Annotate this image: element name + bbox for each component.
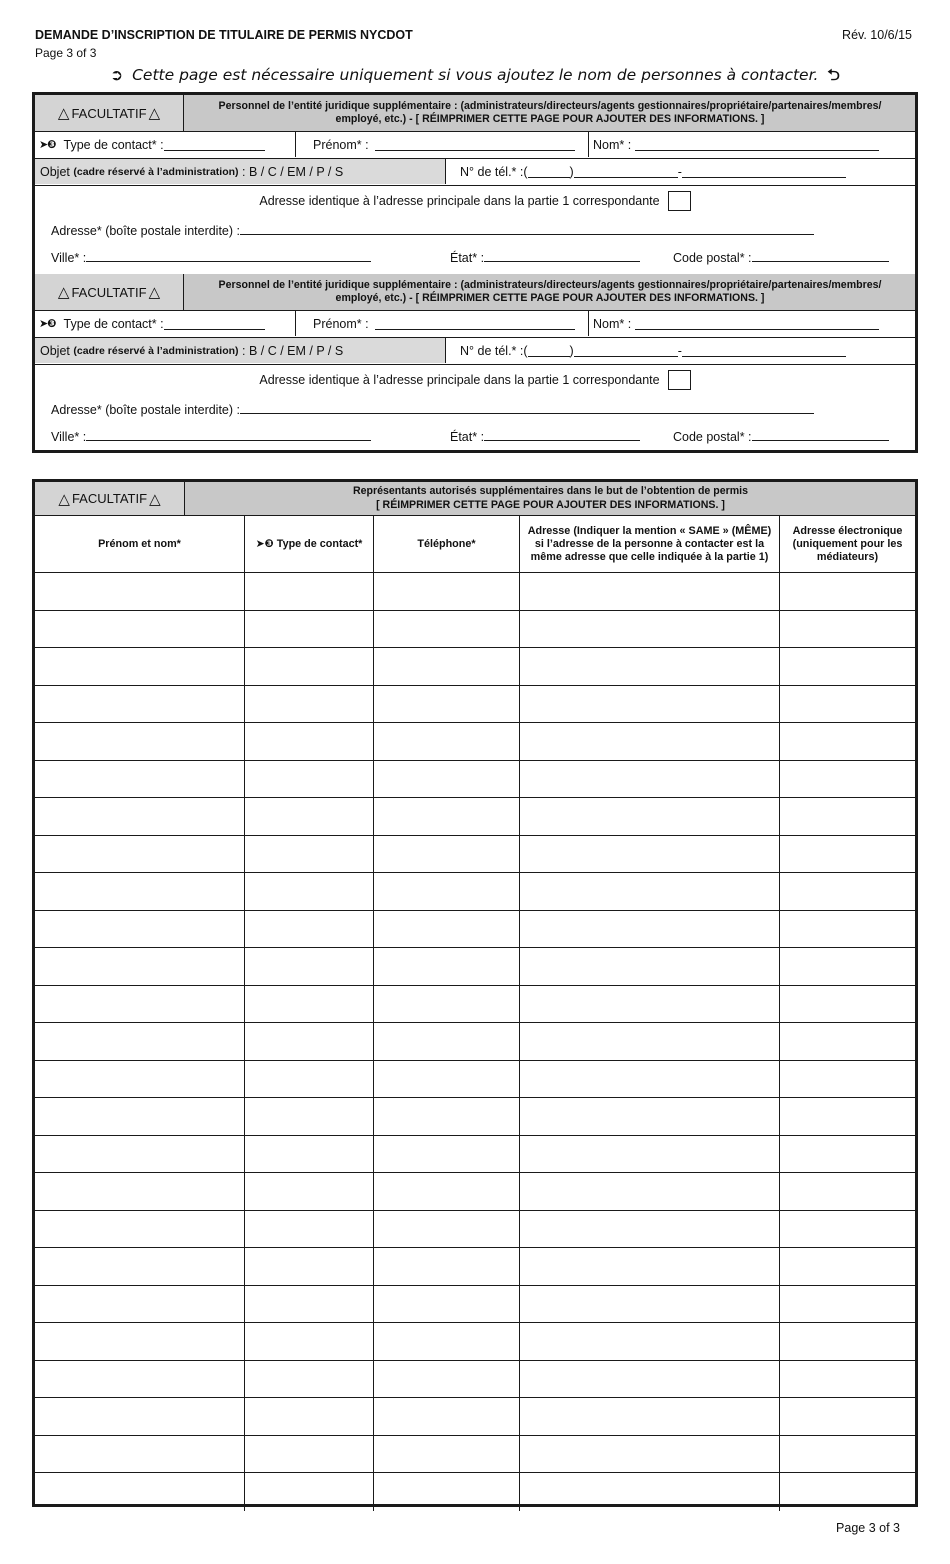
phone-paren: ): [569, 343, 574, 358]
cell-name-field[interactable]: [35, 1361, 245, 1398]
page-number-top: Page 3 of 3: [35, 46, 97, 60]
cell-contact-type-field[interactable]: [245, 1136, 374, 1173]
same-address-label: Adresse identique à l’adresse principale dans la partie 1 correspondante: [259, 373, 660, 387]
last-name-label: Nom* :: [593, 316, 632, 331]
cell-name-field[interactable]: [35, 686, 245, 723]
table-row: [35, 836, 915, 874]
cell-email-field[interactable]: [780, 1023, 915, 1060]
cell-address-field[interactable]: [520, 648, 780, 685]
phone-number-field[interactable]: [682, 165, 846, 178]
cell-email-field[interactable]: [780, 1136, 915, 1173]
phone-cell: [446, 159, 915, 184]
zip-label: Code postal* :: [673, 430, 752, 444]
address-line: [51, 222, 814, 238]
cell-contact-type-field[interactable]: [245, 1361, 374, 1398]
cell-contact-type-field[interactable]: [245, 1398, 374, 1435]
triangle-icon: △: [149, 490, 161, 508]
cell-address-field[interactable]: [520, 1211, 780, 1248]
arrow-return-icon: ⮌: [827, 66, 840, 84]
first-name-cell: [296, 311, 589, 336]
cell-address-field[interactable]: [520, 1023, 780, 1060]
contact-row: [35, 132, 915, 159]
table-row: [35, 1323, 915, 1361]
cell-name-field[interactable]: [35, 611, 245, 648]
cell-name-field[interactable]: [35, 1061, 245, 1098]
triangle-icon: △: [58, 490, 70, 508]
optional-tag: [35, 274, 184, 310]
phone-prefix-field[interactable]: [574, 344, 678, 357]
table-row: [35, 1248, 915, 1286]
phone-paren: ): [569, 164, 574, 179]
personnel-header: [35, 95, 915, 132]
cell-contact-type-field[interactable]: [245, 911, 374, 948]
cell-address-field[interactable]: [520, 836, 780, 873]
phone-dash: -: [677, 164, 682, 179]
cell-email-field[interactable]: [780, 611, 915, 648]
cell-address-field[interactable]: [520, 1248, 780, 1285]
cell-name-field[interactable]: [35, 761, 245, 798]
cell-name-field[interactable]: [35, 986, 245, 1023]
purpose-cell: [35, 159, 446, 184]
cell-name-field[interactable]: [35, 1398, 245, 1435]
same-address-label: Adresse identique à l’adresse principale dans la partie 1 correspondante: [259, 194, 660, 208]
cell-name-field[interactable]: [35, 1173, 245, 1210]
cell-name-field[interactable]: [35, 948, 245, 985]
table-row: [35, 1136, 915, 1174]
zip-label: Code postal* :: [673, 251, 752, 265]
cell-email-field[interactable]: [780, 1173, 915, 1210]
cell-name-field[interactable]: [35, 798, 245, 835]
zip-field[interactable]: [752, 428, 889, 441]
cell-contact-type-field[interactable]: [245, 986, 374, 1023]
cell-phone-field[interactable]: [374, 873, 520, 910]
city-line: [51, 428, 371, 444]
table-row: [35, 1361, 915, 1399]
table-row: [35, 723, 915, 761]
table-row: [35, 686, 915, 724]
address-label: Adresse* (boîte postale interdite) :: [51, 403, 240, 417]
representatives-description: [186, 482, 915, 515]
cell-email-field[interactable]: [780, 1286, 915, 1323]
bullet-3-icon: ➤❸: [39, 139, 56, 151]
optional-label: FACULTATIF: [71, 491, 148, 506]
state-line: [450, 428, 640, 444]
cell-name-field[interactable]: [35, 911, 245, 948]
state-label: État* :: [450, 251, 485, 265]
contact-type-label: Type de contact* :: [63, 137, 164, 152]
triangle-icon: △: [57, 284, 70, 301]
cell-address-field[interactable]: [520, 1061, 780, 1098]
table-row: [35, 1061, 915, 1099]
cell-email-field[interactable]: [780, 1211, 915, 1248]
cell-address-field[interactable]: [520, 1136, 780, 1173]
cell-email-field[interactable]: [780, 836, 915, 873]
contact-type-label: Type de contact* :: [63, 316, 164, 331]
cell-email-field[interactable]: [780, 986, 915, 1023]
table-row: [35, 1098, 915, 1136]
representatives-section: [32, 479, 918, 1507]
cell-contact-type-field[interactable]: [245, 1323, 374, 1360]
contact-type-field[interactable]: [164, 317, 265, 330]
contact-row: [35, 311, 915, 338]
cell-contact-type-field[interactable]: [245, 873, 374, 910]
cell-address-field[interactable]: [520, 1398, 780, 1435]
cell-phone-field[interactable]: [374, 1361, 520, 1398]
cell-email-field[interactable]: [780, 723, 915, 760]
cell-phone-field[interactable]: [374, 1023, 520, 1060]
cell-name-field[interactable]: [35, 573, 245, 610]
same-address-row: [35, 370, 915, 390]
cell-contact-type-field[interactable]: [245, 686, 374, 723]
table-row: [35, 1023, 915, 1061]
table-row: [35, 1436, 915, 1474]
cell-phone-field[interactable]: [374, 648, 520, 685]
cell-address-field[interactable]: [520, 1173, 780, 1210]
cell-email-field[interactable]: [780, 1398, 915, 1435]
table-row: [35, 798, 915, 836]
state-label: État* :: [450, 430, 485, 444]
first-name-cell: [296, 132, 589, 157]
cell-contact-type-field[interactable]: [245, 1173, 374, 1210]
same-address-checkbox[interactable]: [668, 370, 691, 390]
cell-name-field[interactable]: [35, 1098, 245, 1135]
city-label: Ville* :: [51, 251, 87, 265]
last-name-field[interactable]: [635, 317, 879, 330]
zip-field[interactable]: [752, 249, 889, 262]
last-name-field[interactable]: [635, 138, 879, 151]
city-field[interactable]: [86, 428, 371, 441]
cell-email-field[interactable]: [780, 798, 915, 835]
table-row: [35, 911, 915, 949]
cell-email-field[interactable]: [780, 1061, 915, 1098]
cell-phone-field[interactable]: [374, 611, 520, 648]
table-row: [35, 1398, 915, 1436]
first-name-field[interactable]: [375, 317, 575, 330]
cell-contact-type-field[interactable]: [245, 836, 374, 873]
optional-label: FACULTATIF: [71, 105, 147, 121]
phone-area-field[interactable]: [528, 344, 570, 357]
cell-address-field[interactable]: [520, 573, 780, 610]
cell-address-field[interactable]: [520, 1286, 780, 1323]
cell-email-field[interactable]: [780, 1361, 915, 1398]
cell-contact-type-field[interactable]: [245, 1286, 374, 1323]
cell-contact-type-field[interactable]: [245, 1211, 374, 1248]
cell-phone-field[interactable]: [374, 798, 520, 835]
cell-phone-field[interactable]: [374, 1323, 520, 1360]
contact-type-cell: [35, 132, 296, 157]
cell-phone-field[interactable]: [374, 1473, 520, 1511]
table-row: [35, 573, 915, 611]
personnel-description: Personnel de l’entité juridique supplémentaire : (administrateurs/directeurs/agents gestionnaires/propriétaire/partenaires/membres/ employé, etc.) - [ RÉIMPRIMER CETTE PAGE POUR AJOUTER DES INFORMATIONS. ]: [218, 278, 882, 304]
purpose-admin-note: (cadre réservé à l’administration): [73, 344, 239, 357]
cell-address-field[interactable]: [520, 911, 780, 948]
representatives-header: [35, 482, 915, 516]
page-number-bottom: Page 3 of 3: [836, 1521, 900, 1535]
optional-label: FACULTATIF: [71, 284, 147, 300]
address-label: Adresse* (boîte postale interdite) :: [51, 224, 240, 238]
last-name-label: Nom* :: [593, 137, 632, 152]
form-title: DEMANDE D’INSCRIPTION DE TITULAIRE DE PERMIS NYCDOT: [35, 28, 413, 42]
bullet-3-icon: ➤❸: [39, 318, 56, 330]
cell-contact-type-field[interactable]: [245, 723, 374, 760]
cell-phone-field[interactable]: [374, 1061, 520, 1098]
table-row: [35, 1173, 915, 1211]
zip-line: [673, 249, 889, 265]
purpose-admin-note: (cadre réservé à l’administration): [73, 165, 239, 178]
cell-contact-type-field[interactable]: [245, 1023, 374, 1060]
phone-number-field[interactable]: [682, 344, 846, 357]
cell-address-field[interactable]: [520, 1473, 780, 1511]
optional-tag: [35, 482, 185, 515]
cell-address-field[interactable]: [520, 798, 780, 835]
purpose-label: Objet: [40, 343, 70, 358]
state-field[interactable]: [484, 249, 640, 262]
cell-phone-field[interactable]: [374, 986, 520, 1023]
table-row: [35, 1286, 915, 1324]
phone-area-field[interactable]: [528, 165, 570, 178]
cell-contact-type-field[interactable]: [245, 948, 374, 985]
cell-phone-field[interactable]: [374, 836, 520, 873]
cell-email-field[interactable]: [780, 1323, 915, 1360]
zip-line: [673, 428, 889, 444]
phone-prefix-field[interactable]: [574, 165, 678, 178]
cell-phone-field[interactable]: [374, 1098, 520, 1135]
address-field[interactable]: [240, 401, 814, 414]
state-field[interactable]: [484, 428, 640, 441]
arrow-right-icon: ➲: [110, 66, 124, 84]
cell-name-field[interactable]: [35, 1211, 245, 1248]
cell-email-field[interactable]: [780, 873, 915, 910]
cell-email-field[interactable]: [780, 1248, 915, 1285]
cell-address-field[interactable]: [520, 1436, 780, 1473]
cell-contact-type-field[interactable]: [245, 1436, 374, 1473]
first-name-label: Prénom* :: [313, 316, 369, 331]
cell-phone-field[interactable]: [374, 911, 520, 948]
cell-contact-type-field[interactable]: [245, 1248, 374, 1285]
cell-address-field[interactable]: [520, 611, 780, 648]
city-field[interactable]: [86, 249, 371, 262]
phone-label: N° de tél.* :(: [460, 343, 528, 358]
cell-phone-field[interactable]: [374, 573, 520, 610]
cell-phone-field[interactable]: [374, 1173, 520, 1210]
column-header-address: Adresse (Indiquer la mention « SAME » (MÊME) si l’adresse de la personne à contacter est la même adresse que celle indiquée à la partie 1): [520, 516, 780, 572]
personnel-section: [32, 92, 918, 453]
address-area: [35, 365, 915, 453]
representatives-description-line1: Représentants autorisés supplémentaires dans le but de l’obtention de permis: [352, 485, 748, 497]
cell-address-field[interactable]: [520, 686, 780, 723]
phone-dash: -: [677, 343, 682, 358]
cell-address-field[interactable]: [520, 1361, 780, 1398]
cell-name-field[interactable]: [35, 723, 245, 760]
table-row: [35, 1473, 915, 1511]
cell-phone-field[interactable]: [374, 1136, 520, 1173]
cell-email-field[interactable]: [780, 573, 915, 610]
contact-type-cell: [35, 311, 296, 336]
triangle-icon: △: [148, 284, 161, 301]
table-row: [35, 611, 915, 649]
cell-name-field[interactable]: [35, 1023, 245, 1060]
address-line: [51, 401, 814, 417]
cell-address-field[interactable]: [520, 948, 780, 985]
column-header-email: Adresse électronique (uniquement pour les médiateurs): [792, 524, 903, 563]
city-line: [51, 249, 371, 265]
cell-name-field[interactable]: [35, 1286, 245, 1323]
last-name-cell: [589, 311, 915, 336]
cell-phone-field[interactable]: [374, 948, 520, 985]
cell-name-field[interactable]: [35, 873, 245, 910]
phone-cell: [446, 338, 915, 363]
cell-contact-type-field[interactable]: [245, 761, 374, 798]
contact-type-field[interactable]: [164, 138, 265, 151]
table-row: [35, 648, 915, 686]
cell-phone-field[interactable]: [374, 1286, 520, 1323]
cell-phone-field[interactable]: [374, 1436, 520, 1473]
phone-label: N° de tél.* :(: [460, 164, 528, 179]
table-row: [35, 948, 915, 986]
state-line: [450, 249, 640, 265]
purpose-row: [35, 159, 915, 186]
purpose-options: : B / C / EM / P / S: [242, 343, 344, 358]
first-name-label: Prénom* :: [313, 137, 369, 152]
cell-contact-type-field[interactable]: [245, 798, 374, 835]
cell-address-field[interactable]: [520, 1323, 780, 1360]
purpose-row: [35, 338, 915, 365]
purpose-label: Objet: [40, 164, 70, 179]
triangle-icon: △: [148, 105, 161, 122]
cell-phone-field[interactable]: [374, 1248, 520, 1285]
cell-name-field[interactable]: [35, 648, 245, 685]
cell-contact-type-field[interactable]: [245, 1473, 374, 1511]
cell-phone-field[interactable]: [374, 761, 520, 798]
column-header-contact-type: ➤❸ Type de contact*: [245, 516, 374, 572]
cell-name-field[interactable]: [35, 1136, 245, 1173]
cell-phone-field[interactable]: [374, 1211, 520, 1248]
representatives-description-line2: [ RÉIMPRIMER CETTE PAGE POUR AJOUTER DES INFORMATIONS. ]: [376, 498, 725, 511]
cell-phone-field[interactable]: [374, 686, 520, 723]
cell-phone-field[interactable]: [374, 723, 520, 760]
cell-address-field[interactable]: [520, 986, 780, 1023]
cell-name-field[interactable]: [35, 1436, 245, 1473]
table-row: [35, 873, 915, 911]
address-field[interactable]: [240, 222, 814, 235]
optional-tag: [35, 95, 184, 131]
column-headers: [35, 516, 915, 573]
personnel-description: Personnel de l’entité juridique supplémentaire : (administrateurs/directeurs/agents gestionnaires/propriétaire/partenaires/membres/ employé, etc.) - [ RÉIMPRIMER CETTE PAGE POUR AJOUTER DES INFORMATIONS. ]: [218, 99, 882, 125]
cell-name-field[interactable]: [35, 836, 245, 873]
cell-contact-type-field[interactable]: [245, 648, 374, 685]
personnel-header: [35, 274, 915, 311]
column-header-phone: Téléphone*: [374, 516, 520, 572]
purpose-options: : B / C / EM / P / S: [242, 164, 344, 179]
cell-address-field[interactable]: [520, 873, 780, 910]
same-address-row: [35, 191, 915, 211]
address-area: [35, 186, 915, 274]
city-label: Ville* :: [51, 430, 87, 444]
cell-address-field[interactable]: [520, 723, 780, 760]
cell-email-field[interactable]: [780, 1436, 915, 1473]
cell-name-field[interactable]: [35, 1248, 245, 1285]
table-row: [35, 761, 915, 799]
last-name-cell: [589, 132, 915, 157]
first-name-field[interactable]: [375, 138, 575, 151]
cell-address-field[interactable]: [520, 761, 780, 798]
cell-contact-type-field[interactable]: [245, 1061, 374, 1098]
cell-email-field[interactable]: [780, 686, 915, 723]
cell-address-field[interactable]: [520, 1098, 780, 1135]
triangle-icon: △: [57, 105, 70, 122]
table-row: [35, 986, 915, 1024]
page-notice: [0, 63, 950, 90]
purpose-cell: [35, 338, 446, 363]
cell-phone-field[interactable]: [374, 1398, 520, 1435]
cell-email-field[interactable]: [780, 1098, 915, 1135]
cell-email-field[interactable]: [780, 648, 915, 685]
table-row: [35, 1211, 915, 1249]
cell-email-field[interactable]: [780, 948, 915, 985]
cell-contact-type-field[interactable]: [245, 573, 374, 610]
cell-email-field[interactable]: [780, 1473, 915, 1511]
cell-contact-type-field[interactable]: [245, 1098, 374, 1135]
notice-text: Cette page est nécessaire uniquement si vous ajoutez le nom de personnes à contacter.: [132, 66, 819, 84]
cell-email-field[interactable]: [780, 761, 915, 798]
cell-email-field[interactable]: [780, 911, 915, 948]
same-address-checkbox[interactable]: [668, 191, 691, 211]
cell-name-field[interactable]: [35, 1323, 245, 1360]
cell-name-field[interactable]: [35, 1473, 245, 1511]
cell-contact-type-field[interactable]: [245, 611, 374, 648]
column-header-name: Prénom et nom*: [35, 516, 245, 572]
revision-date: Rév. 10/6/15: [842, 28, 912, 42]
